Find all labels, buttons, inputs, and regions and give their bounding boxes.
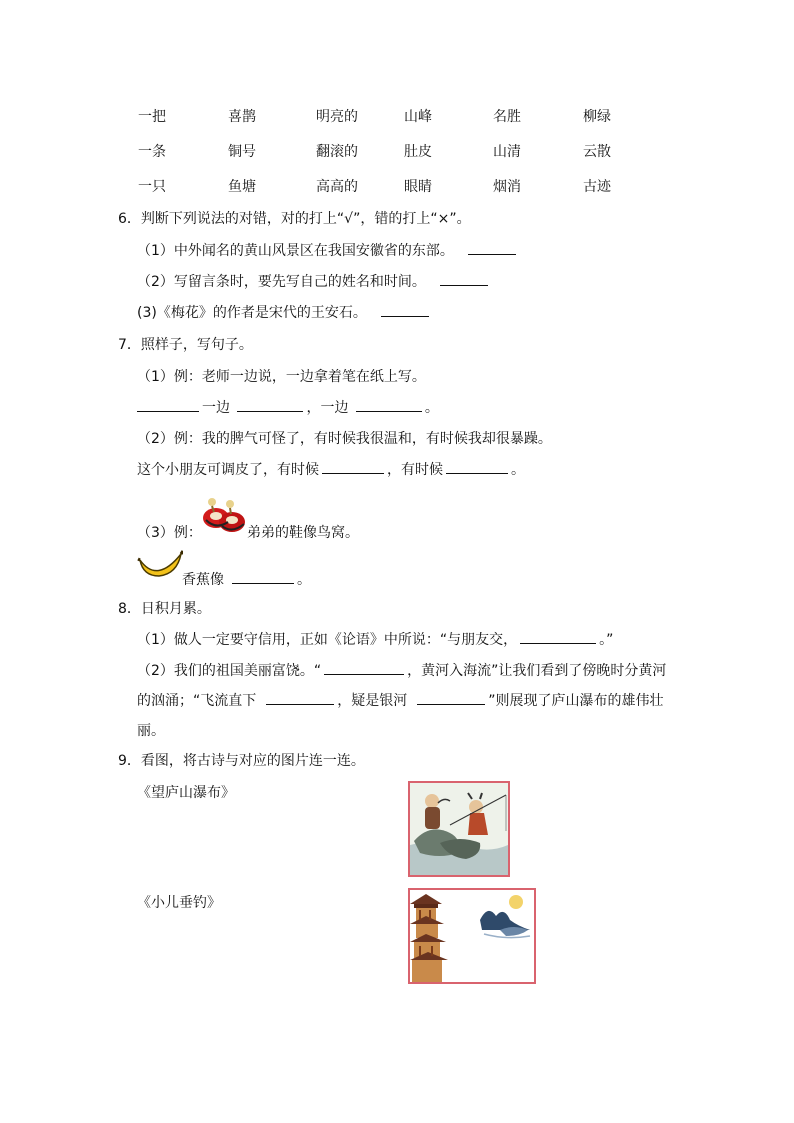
q8-item-2-line-2 [137, 690, 664, 710]
q7-example-3-prefix: （3）例： [137, 525, 202, 541]
word-item[interactable]: 山清 [493, 144, 521, 160]
shoes-icon [200, 492, 248, 536]
q9-poem-1[interactable]: 《望庐山瀑布》 [137, 785, 235, 801]
q7-blank-1a[interactable] [137, 397, 199, 412]
q8-blank-2[interactable] [324, 660, 404, 675]
word-item[interactable]: 烟消 [493, 179, 521, 195]
word-item[interactable]: 名胜 [493, 109, 521, 125]
q8-item-1-part-1: （1）做人一定要守信用，正如《论语》中所说：“与朋友交， [137, 632, 518, 648]
word-item[interactable]: 翻滚的 [316, 144, 358, 160]
q8-item-2-line-1 [137, 660, 666, 680]
q8-blank-1[interactable] [520, 629, 596, 644]
q7-title: 7．照样子，写句子。 [118, 337, 253, 353]
q8-item-2-part-3: 的汹涌；“飞流直下 [137, 693, 257, 709]
q7-answer-3-part-1: 香蕉像 [182, 572, 224, 588]
word-item[interactable]: 一把 [138, 109, 166, 125]
q7-answer-3 [182, 569, 311, 589]
q7-blank-2a[interactable] [322, 459, 384, 474]
q7-example-2: （2）例：我的脾气可怪了，有时候我很温和，有时候我却很暴躁。 [137, 431, 552, 447]
q8-item-2-part-1: （2）我们的祖国美丽富饶。“ [137, 663, 322, 679]
q7-blank-1c[interactable] [356, 397, 422, 412]
pavilion-scene-illustration [410, 890, 534, 982]
q6-item-1 [137, 240, 519, 260]
fishing-children-picture[interactable] [408, 781, 510, 877]
q8-blank-3[interactable] [266, 690, 334, 705]
q8-blank-4[interactable] [417, 690, 485, 705]
q7-answer-2-part-2: ，有时候 [387, 462, 443, 478]
q7-answer-2 [137, 459, 525, 479]
word-item[interactable]: 肚皮 [404, 144, 432, 160]
q6-title: 6．判断下列说法的对错，对的打上“√”，错的打上“×”。 [118, 211, 471, 227]
word-item[interactable]: 古迹 [583, 179, 611, 195]
word-item[interactable]: 铜号 [228, 144, 256, 160]
q7-answer-1-part-2: ，一边 [306, 400, 349, 416]
q8-title: 8．日积月累。 [118, 601, 211, 617]
q7-example-1: （1）例：老师一边说，一边拿着笔在纸上写。 [137, 369, 426, 385]
word-item[interactable]: 一只 [138, 179, 166, 195]
q6-answer-blank-2[interactable] [440, 271, 488, 286]
q6-answer-blank-3[interactable] [381, 302, 429, 317]
banana-icon [137, 550, 183, 580]
word-item[interactable]: 喜鹊 [228, 109, 256, 125]
q6-item-3 [137, 302, 432, 322]
word-item[interactable]: 一条 [138, 144, 166, 160]
q8-item-1-part-2: 。” [599, 632, 614, 648]
q8-item-2-line-3: 丽。 [137, 723, 165, 739]
q7-answer-2-part-1: 这个小朋友可调皮了，有时候 [137, 462, 319, 478]
q7-blank-3[interactable] [232, 569, 294, 584]
q7-answer-3-part-2: 。 [297, 572, 311, 588]
q9-title: 9．看图，将古诗与对应的图片连一连。 [118, 753, 365, 769]
q8-item-2-part-5: ”则展现了庐山瀑布的雄伟壮 [488, 693, 664, 709]
word-item[interactable]: 鱼塘 [228, 179, 256, 195]
q7-answer-2-part-3: 。 [511, 462, 525, 478]
word-item[interactable]: 云散 [583, 144, 611, 160]
word-item[interactable]: 高高的 [316, 179, 358, 195]
word-item[interactable]: 山峰 [404, 109, 432, 125]
q7-answer-1-part-3: 。 [424, 400, 439, 416]
q6-item-1-text: （1）中外闻名的黄山风景区在我国安徽省的东部。 [137, 243, 454, 259]
q7-blank-2b[interactable] [446, 459, 508, 474]
q8-item-2-part-2: ，黄河入海流”让我们看到了傍晚时分黄河 [407, 663, 667, 679]
q7-example-3-text: 弟弟的鞋像鸟窝。 [247, 525, 359, 541]
q6-answer-blank-1[interactable] [468, 240, 516, 255]
q6-item-2-text: （2）写留言条时，要先写自己的姓名和时间。 [137, 274, 426, 290]
q7-blank-1b[interactable] [237, 397, 303, 412]
q8-item-1 [137, 629, 613, 649]
word-item[interactable]: 眼睛 [404, 179, 432, 195]
q7-answer-1 [137, 397, 439, 417]
waterfall-pavilion-picture[interactable] [408, 888, 536, 984]
word-item[interactable]: 明亮的 [316, 109, 358, 125]
q7-answer-1-part-1: 一边 [202, 400, 230, 416]
fishing-scene-illustration [410, 783, 508, 875]
q8-item-2-part-4: ，疑是银河 [337, 693, 408, 709]
q6-item-2 [137, 271, 491, 291]
q9-poem-2[interactable]: 《小儿垂钓》 [137, 895, 221, 911]
word-item[interactable]: 柳绿 [583, 109, 611, 125]
q6-item-3-text: (3)《梅花》的作者是宋代的王安石。 [137, 305, 367, 321]
